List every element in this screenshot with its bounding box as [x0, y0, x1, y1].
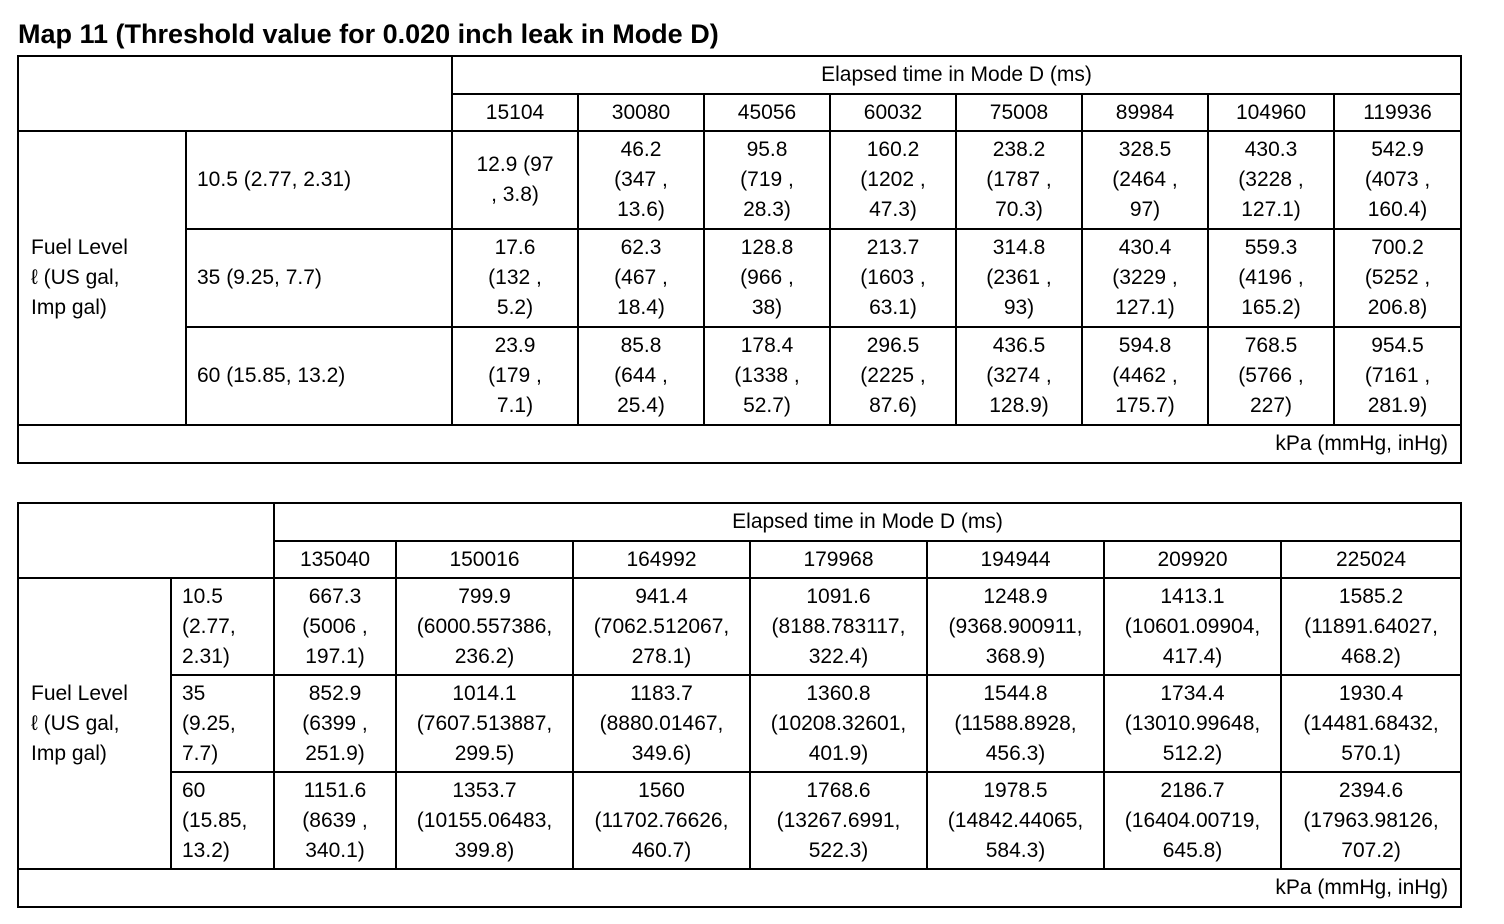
- unit-row: [18, 869, 1461, 907]
- threshold-cell: [704, 229, 830, 327]
- threshold-cell: [1082, 229, 1208, 327]
- cell-line: 768.5: [1244, 334, 1298, 357]
- cell-line: 10.5 (2.77, 2.31): [197, 168, 352, 191]
- cell-line: 17.6: [494, 236, 536, 259]
- cell-line: 95.8: [746, 138, 788, 161]
- cell-line: (8188.783117,: [771, 614, 906, 638]
- elapsed-time-header: Elapsed time in Mode D (ms): [452, 56, 1461, 94]
- table-row: [18, 675, 1461, 772]
- cell-line: (467 ,: [614, 266, 668, 289]
- cell-line: 2.31): [182, 644, 230, 668]
- cell-line: 1353.7: [452, 778, 517, 802]
- cell-line: 1560: [638, 778, 685, 802]
- cell-line: 468.2): [1341, 644, 1401, 668]
- threshold-cell: [578, 131, 704, 229]
- cell-line: 23.9: [494, 334, 536, 357]
- column-header: 150016: [396, 541, 573, 578]
- threshold-cell: [1334, 229, 1461, 327]
- cell-line: 281.9): [1367, 394, 1428, 417]
- cell-line: 322.4): [808, 644, 869, 668]
- cell-line: (8639 ,: [302, 808, 368, 832]
- column-header: 15104: [452, 94, 578, 131]
- column-header: 179968: [750, 541, 927, 578]
- column-header: 209920: [1104, 541, 1281, 578]
- cell-line: 700.2: [1371, 236, 1424, 259]
- corner-cell: [18, 503, 274, 578]
- fuel-level-value: [186, 229, 452, 327]
- threshold-cell: [1104, 772, 1281, 869]
- threshold-cell: [452, 327, 578, 425]
- cell-line: 1014.1: [452, 681, 517, 705]
- threshold-cell: [704, 327, 830, 425]
- cell-line: 206.8): [1367, 296, 1428, 319]
- threshold-cell: [274, 578, 396, 675]
- cell-line: (3229 ,: [1112, 266, 1178, 289]
- cell-line: 667.3: [308, 584, 362, 608]
- fuel-level-value: [171, 578, 274, 675]
- cell-line: 128.9): [989, 394, 1049, 417]
- column-header: 119936: [1334, 94, 1461, 131]
- cell-line: 1360.8: [806, 681, 871, 705]
- cell-line: (3228 ,: [1238, 168, 1304, 191]
- cell-line: 799.9: [458, 584, 511, 608]
- cell-line: 2394.6: [1338, 778, 1404, 802]
- cell-line: 35: [182, 681, 206, 705]
- cell-line: (13267.6991,: [776, 808, 901, 832]
- cell-line: 52.7): [743, 394, 791, 417]
- cell-line: (4073 ,: [1364, 168, 1431, 191]
- cell-line: 60 (15.85, 13.2): [197, 364, 346, 387]
- threshold-cell: [1082, 327, 1208, 425]
- threshold-cell: [830, 327, 956, 425]
- cell-line: (15.85,: [182, 808, 248, 832]
- cell-line: 542.9: [1371, 138, 1424, 161]
- threshold-cell: [750, 675, 927, 772]
- threshold-cell: [274, 675, 396, 772]
- threshold-cell: [750, 578, 927, 675]
- cell-line: 941.4: [635, 584, 688, 608]
- cell-line: (4196 ,: [1238, 266, 1304, 289]
- cell-line: 7.7): [182, 741, 219, 765]
- cell-line: (3274 ,: [986, 364, 1052, 387]
- threshold-cell: [1281, 772, 1461, 869]
- threshold-cell: [1082, 131, 1208, 229]
- threshold-cell: [927, 675, 1104, 772]
- column-header: 194944: [927, 541, 1104, 578]
- cell-line: Fuel Level: [31, 681, 128, 705]
- column-header: 164992: [573, 541, 750, 578]
- cell-line: 2186.7: [1160, 778, 1225, 802]
- unit-row: [18, 425, 1461, 463]
- cell-line: (11588.8928,: [954, 711, 1077, 735]
- cell-line: (5766 ,: [1238, 364, 1304, 387]
- cell-line: 25.4): [617, 394, 665, 417]
- cell-line: (347 ,: [614, 168, 668, 191]
- cell-line: 522.3): [808, 838, 869, 862]
- cell-line: (8880.01467,: [599, 711, 724, 735]
- cell-line: 570.1): [1341, 741, 1401, 765]
- column-header: 89984: [1082, 94, 1208, 131]
- cell-line: (1603 ,: [860, 266, 926, 289]
- cell-line: ℓ (US gal,: [31, 266, 120, 289]
- threshold-cell: [1104, 578, 1281, 675]
- cell-line: 1978.5: [983, 778, 1048, 802]
- cell-line: 213.7: [866, 236, 920, 259]
- cell-line: (132 ,: [488, 266, 542, 289]
- threshold-cell: [396, 675, 573, 772]
- threshold-cell: [573, 675, 750, 772]
- cell-line: 13.2): [182, 838, 230, 862]
- cell-line: 5.2): [496, 296, 534, 319]
- cell-line: Imp gal): [31, 296, 107, 319]
- cell-line: 175.7): [1115, 394, 1175, 417]
- column-header: 30080: [578, 94, 704, 131]
- threshold-cell: [927, 772, 1104, 869]
- threshold-cell: [452, 131, 578, 229]
- threshold-cell: [704, 131, 830, 229]
- cell-line: 436.5: [992, 334, 1046, 357]
- cell-line: 178.4: [740, 334, 794, 357]
- cell-line: 349.6): [631, 741, 692, 765]
- cell-line: 1151.6: [303, 778, 367, 802]
- cell-line: 165.2): [1241, 296, 1301, 319]
- cell-line: 430.4: [1118, 236, 1172, 259]
- cell-line: (5006 ,: [302, 614, 368, 638]
- cell-line: (2225 ,: [860, 364, 926, 387]
- cell-line: 1768.6: [806, 778, 871, 802]
- cell-line: 12.9 (97: [476, 153, 554, 176]
- cell-line: (2361 ,: [986, 266, 1052, 289]
- cell-line: 85.8: [620, 334, 662, 357]
- cell-line: 38): [751, 296, 783, 319]
- cell-line: (14481.68432,: [1303, 711, 1439, 735]
- cell-line: (6399 ,: [302, 711, 368, 735]
- threshold-cell: [956, 229, 1082, 327]
- cell-line: 296.5: [866, 334, 920, 357]
- page-title: Map 11 (Threshold value for 0.020 inch leak in Mode D): [18, 19, 719, 49]
- cell-line: 954.5: [1371, 334, 1424, 357]
- cell-line: 1248.9: [983, 584, 1048, 608]
- cell-line: 62.3: [620, 236, 662, 259]
- cell-line: (2.77,: [182, 614, 236, 638]
- cell-line: (966 ,: [740, 266, 794, 289]
- threshold-cell: [956, 131, 1082, 229]
- cell-line: 559.3: [1244, 236, 1298, 259]
- fuel-level-label: [18, 131, 186, 425]
- cell-line: (1202 ,: [860, 168, 926, 191]
- cell-line: (11702.76626,: [594, 808, 729, 832]
- fuel-level-value: [186, 327, 452, 425]
- column-header: 75008: [956, 94, 1082, 131]
- threshold-cell: [830, 131, 956, 229]
- header-row: [18, 503, 1461, 541]
- cell-line: (7607.513887,: [416, 711, 553, 735]
- table-row: [18, 229, 1461, 327]
- column-header: 135040: [274, 541, 396, 578]
- fuel-level-value: [171, 675, 274, 772]
- threshold-cell: [1208, 229, 1334, 327]
- fuel-level-value: [186, 131, 452, 229]
- cell-line: (6000.557386,: [416, 614, 553, 638]
- cell-line: 47.3): [869, 198, 917, 221]
- cell-line: Fuel Level: [31, 236, 128, 259]
- fuel-level-label: [18, 578, 171, 869]
- threshold-cell: [578, 229, 704, 327]
- cell-line: 328.5: [1118, 138, 1172, 161]
- threshold-cell: [1104, 675, 1281, 772]
- cell-line: (17963.98126,: [1303, 808, 1439, 832]
- threshold-cell: [578, 327, 704, 425]
- cell-line: 584.3): [985, 838, 1046, 862]
- cell-line: (9.25,: [182, 711, 236, 735]
- threshold-table-2: [17, 502, 1462, 908]
- threshold-cell: [927, 578, 1104, 675]
- threshold-cell: [573, 772, 750, 869]
- threshold-cell: [396, 578, 573, 675]
- threshold-cell: [750, 772, 927, 869]
- threshold-cell: [956, 327, 1082, 425]
- cell-line: 456.3): [985, 741, 1046, 765]
- cell-line: 512.2): [1162, 741, 1223, 765]
- cell-line: 1930.4: [1338, 681, 1404, 705]
- cell-line: (7062.512067,: [593, 614, 730, 638]
- threshold-cell: [1208, 327, 1334, 425]
- cell-line: 127.1): [1241, 198, 1301, 221]
- cell-line: 278.1): [631, 644, 692, 668]
- cell-line: 97): [1129, 198, 1161, 221]
- cell-line: 852.9: [308, 681, 362, 705]
- column-header: 60032: [830, 94, 956, 131]
- cell-line: (1787 ,: [986, 168, 1052, 191]
- threshold-cell: [452, 229, 578, 327]
- cell-line: 460.7): [631, 838, 692, 862]
- cell-line: , 3.8): [491, 183, 539, 206]
- cell-line: (16404.00719,: [1124, 808, 1261, 832]
- cell-line: 314.8: [992, 236, 1046, 259]
- cell-line: (5252 ,: [1364, 266, 1431, 289]
- cell-line: (7161 ,: [1364, 364, 1431, 387]
- fuel-level-value: [171, 772, 274, 869]
- cell-line: 7.1): [496, 394, 534, 417]
- cell-line: 1544.8: [983, 681, 1048, 705]
- threshold-cell: [1281, 578, 1461, 675]
- threshold-table-1: [17, 55, 1462, 464]
- cell-line: (10601.09904,: [1124, 614, 1261, 638]
- threshold-cell: [573, 578, 750, 675]
- cell-line: (10155.06483,: [416, 808, 553, 832]
- cell-line: (644 ,: [614, 364, 668, 387]
- cell-line: 1734.4: [1160, 681, 1225, 705]
- table-row: [18, 131, 1461, 229]
- cell-line: 93): [1003, 296, 1035, 319]
- cell-line: 160.2: [866, 138, 920, 161]
- table-row: [18, 772, 1461, 869]
- cell-line: (4462 ,: [1112, 364, 1178, 387]
- cell-line: (10208.32601,: [770, 711, 907, 735]
- cell-line: 417.4): [1162, 644, 1223, 668]
- header-row: [18, 56, 1461, 94]
- cell-line: 18.4): [617, 296, 665, 319]
- cell-line: 1413.1: [1160, 584, 1225, 608]
- cell-line: 28.3): [743, 198, 791, 221]
- unit-label: kPa (mmHg, inHg): [18, 869, 1461, 907]
- cell-line: (2464 ,: [1112, 168, 1178, 191]
- column-header: 104960: [1208, 94, 1334, 131]
- cell-line: 368.9): [985, 644, 1046, 668]
- cell-line: 128.8: [740, 236, 794, 259]
- threshold-cell: [396, 772, 573, 869]
- cell-line: 236.2): [454, 644, 515, 668]
- cell-line: 70.3): [995, 198, 1043, 221]
- cell-line: 46.2: [620, 138, 662, 161]
- column-header: 225024: [1281, 541, 1461, 578]
- cell-line: 13.6): [617, 198, 665, 221]
- cell-line: (1338 ,: [734, 364, 800, 387]
- cell-line: 1183.7: [630, 681, 693, 705]
- cell-line: 594.8: [1118, 334, 1172, 357]
- unit-label: kPa (mmHg, inHg): [18, 425, 1461, 463]
- cell-line: (13010.99648,: [1124, 711, 1261, 735]
- cell-line: (11891.64027,: [1304, 614, 1438, 638]
- threshold-cell: [830, 229, 956, 327]
- cell-line: Imp gal): [31, 741, 107, 765]
- threshold-cell: [1281, 675, 1461, 772]
- cell-line: 197.1): [305, 644, 365, 668]
- cell-line: ℓ (US gal,: [31, 711, 120, 735]
- cell-line: 238.2: [992, 138, 1046, 161]
- cell-line: (179 ,: [488, 364, 542, 387]
- cell-line: 401.9): [808, 741, 869, 765]
- cell-line: 63.1): [869, 296, 917, 319]
- threshold-cell: [274, 772, 396, 869]
- threshold-cell: [1334, 131, 1461, 229]
- cell-line: 1585.2: [1338, 584, 1404, 608]
- cell-line: 1091.6: [806, 584, 871, 608]
- corner-cell: [18, 56, 452, 131]
- cell-line: 60: [182, 778, 206, 802]
- cell-line: (719 ,: [740, 168, 794, 191]
- cell-line: 160.4): [1367, 198, 1428, 221]
- cell-line: 251.9): [305, 741, 365, 765]
- elapsed-time-header: Elapsed time in Mode D (ms): [274, 503, 1461, 541]
- column-header: 45056: [704, 94, 830, 131]
- cell-line: (9368.900911,: [948, 614, 1083, 638]
- table-row: [18, 327, 1461, 425]
- threshold-cell: [1208, 131, 1334, 229]
- table-row: [18, 578, 1461, 675]
- cell-line: 340.1): [305, 838, 365, 862]
- cell-line: 645.8): [1162, 838, 1223, 862]
- cell-line: 127.1): [1115, 296, 1175, 319]
- cell-line: 430.3: [1244, 138, 1298, 161]
- cell-line: (14842.44065,: [947, 808, 1084, 832]
- cell-line: 299.5): [454, 741, 515, 765]
- cell-line: 35 (9.25, 7.7): [197, 266, 322, 289]
- cell-line: 10.5: [182, 584, 223, 608]
- cell-line: 399.8): [454, 838, 515, 862]
- threshold-cell: [1334, 327, 1461, 425]
- cell-line: 707.2): [1341, 838, 1401, 862]
- cell-line: 227): [1249, 394, 1293, 417]
- cell-line: 87.6): [869, 394, 917, 417]
